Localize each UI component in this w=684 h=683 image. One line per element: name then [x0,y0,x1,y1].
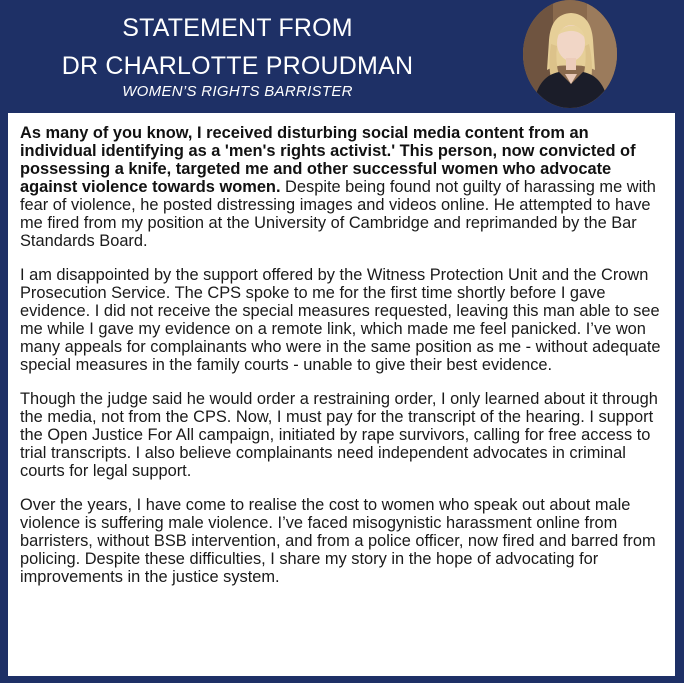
paragraph-1-bold: As many of you know, I received disturbing social media content from an individual identifying as a 'men's rights activist.' This person, now convicted of possessing a knife, targeted me and other successful women who advocate against violence towards women. [20,124,636,196]
portrait-illustration [523,0,617,108]
title-line-2: DR CHARLOTTE PROUDMAN [61,52,414,80]
subtitle: WOMEN’S RIGHTS BARRISTER [122,83,353,100]
paragraph-1 [20,124,665,250]
paragraph-2: I am disappointed by the support offered by the Witness Protection Unit and the Crown Prosecution Service. The CPS spoke to me for the first time shortly before I gave evidence. I did not receive the special measures requested, leaving this man able to see me while I gave my evidence on a remote link, which made me feel panicked. I’ve won many appeals for complainants who were in the same position as me - without adequate special measures in the family courts - unable to give their best evidence. [20,266,661,374]
portrait-photo [523,0,617,108]
header [0,0,684,110]
paragraph-1-rest: Despite being found not guilty of harassing me with fear of violence, he posted distressing images and videos online. He attempted to have me fired from my position at the University of Cambridge and reprimanded by the Bar Standards Board. [20,178,656,250]
paragraph-3: Though the judge said he would order a restraining order, I only learned about it through the media, not from the CPS. Now, I must pay for the transcript of the hearing. I support the Open Justice For All campaign, initiated by rape survivors, calling for free access to trial transcripts. I also believe complainants need independent advocates in criminal courts for legal support. [20,390,658,480]
title-line-1: STATEMENT FROM [122,14,353,42]
statement-panel [8,113,675,676]
paragraph-4: Over the years, I have come to realise the cost to women who speak out about male violence is suffering male violence. I’ve faced misogynistic harassment online from barristers, without BSB intervention, and from a police officer, now fired and barred from policing. Despite these difficulties, I share my story in the hope of advocating for improvements in the justice system. [20,496,656,586]
